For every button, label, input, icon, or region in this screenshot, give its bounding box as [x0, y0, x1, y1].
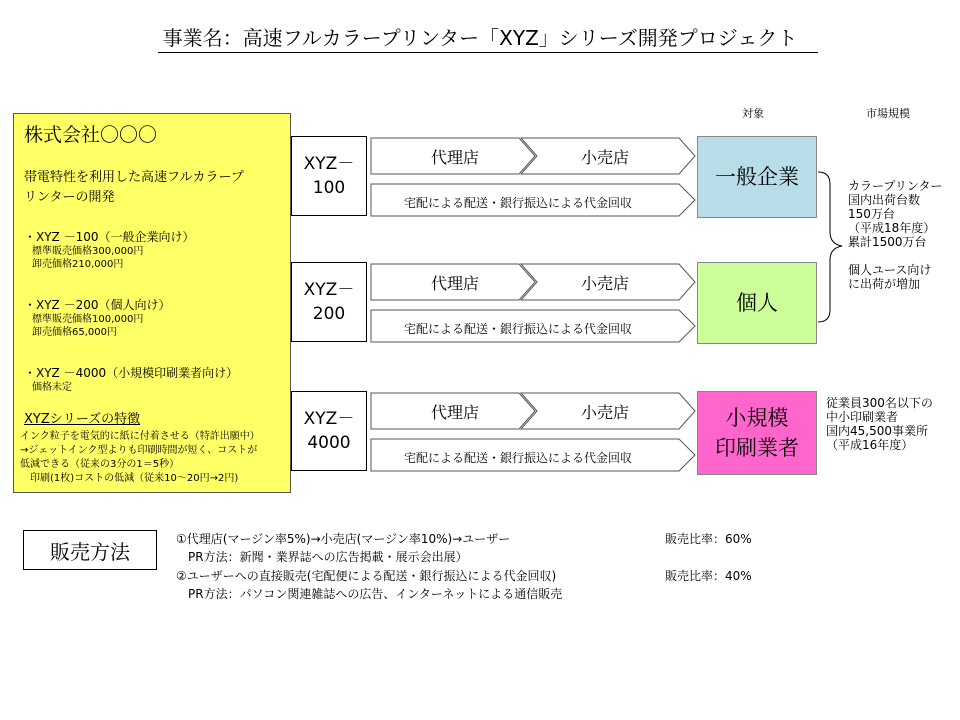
sales-line: ②ユーザーへの直接販売(宅配便による配送・銀行振込による代金回収)	[176, 569, 557, 583]
page-title: 事業名：高速フルカラープリンター「XYZ」シリーズ開発プロジェクト	[162, 26, 798, 50]
target-column-header: 対象	[742, 107, 764, 120]
product-name: ・XYZ －4000（小規模印刷業者向け）	[24, 366, 239, 380]
features-body: インク粒子を電気的に紙に付着させる（特許出願中） →ジェットインク型よりも印刷時間が短く、コストが 低減できる（従来の3分の1＝5秒） 印刷(1枚)コストの低減（従来10～20円→2円)	[20, 431, 260, 484]
model-box-xyz100: XYZ－ 100	[291, 136, 367, 216]
product-price: 標準販売価格100,000円 卸売価格65,000円	[32, 314, 144, 338]
product-item	[24, 364, 238, 394]
target-individuals: 個人	[697, 262, 817, 344]
agent-label: 代理店	[430, 148, 479, 167]
sales-method-label: 販売方法	[23, 530, 157, 570]
retailer-label: 小売店	[580, 274, 629, 293]
product-name: ・XYZ －100（一般企業向け）	[24, 230, 195, 244]
market-note-small-printers: 従業員300名以下の 中小印刷業者 国内45,500事業所 （平成16年度）	[826, 396, 933, 452]
target-general-companies: 一般企業	[697, 136, 817, 218]
market-column-header: 市場規模	[866, 107, 910, 120]
direct-sales-label: 宅配による配送・銀行振込による代金回収	[404, 196, 633, 210]
sales-line: ①代理店(マージン率5%)→小売店(マージン率10%)→ユーザー	[176, 532, 511, 546]
model-box-xyz4000: XYZ－ 4000	[291, 391, 367, 471]
sales-line: PR方法：パソコン関連雑誌への広告、インターネットによる通信販売	[176, 587, 563, 601]
sales-line: PR方法：新聞・業界誌への広告掲載・展示会出展）	[176, 550, 468, 564]
market-note-printers: カラープリンター 国内出荷台数 150万台 （平成18年度） 累計1500万台 個人ユース向け に出荷が増加	[848, 179, 943, 291]
agent-label: 代理店	[430, 403, 479, 422]
target-small-printers: 小規模 印刷業者	[697, 391, 817, 475]
company-box	[13, 113, 291, 493]
retailer-label: 小売店	[580, 403, 629, 422]
product-price: 価格未定	[32, 382, 72, 393]
product-price: 標準販売価格300,000円 卸売価格210,000円	[32, 246, 144, 270]
product-name: ・XYZ －200（個人向け）	[24, 298, 171, 312]
company-name: 株式会社〇〇〇	[24, 124, 158, 146]
product-item	[24, 296, 171, 339]
model-box-xyz200: XYZ－ 200	[291, 262, 367, 342]
title-underline	[158, 52, 818, 53]
market-bracket	[816, 170, 846, 325]
sales-ratio: 販売比率：60%	[665, 532, 752, 546]
sales-ratio: 販売比率：40%	[665, 569, 752, 583]
product-item	[24, 228, 195, 271]
direct-sales-label: 宅配による配送・銀行振込による代金回収	[404, 322, 633, 336]
direct-sales-label: 宅配による配送・銀行振込による代金回収	[404, 451, 633, 465]
retailer-label: 小売店	[580, 148, 629, 167]
company-description: 帯電特性を利用した高速フルカラープ リンターの開発	[24, 170, 244, 205]
agent-label: 代理店	[430, 274, 479, 293]
features-title: XYZシリーズの特徴	[24, 412, 141, 427]
